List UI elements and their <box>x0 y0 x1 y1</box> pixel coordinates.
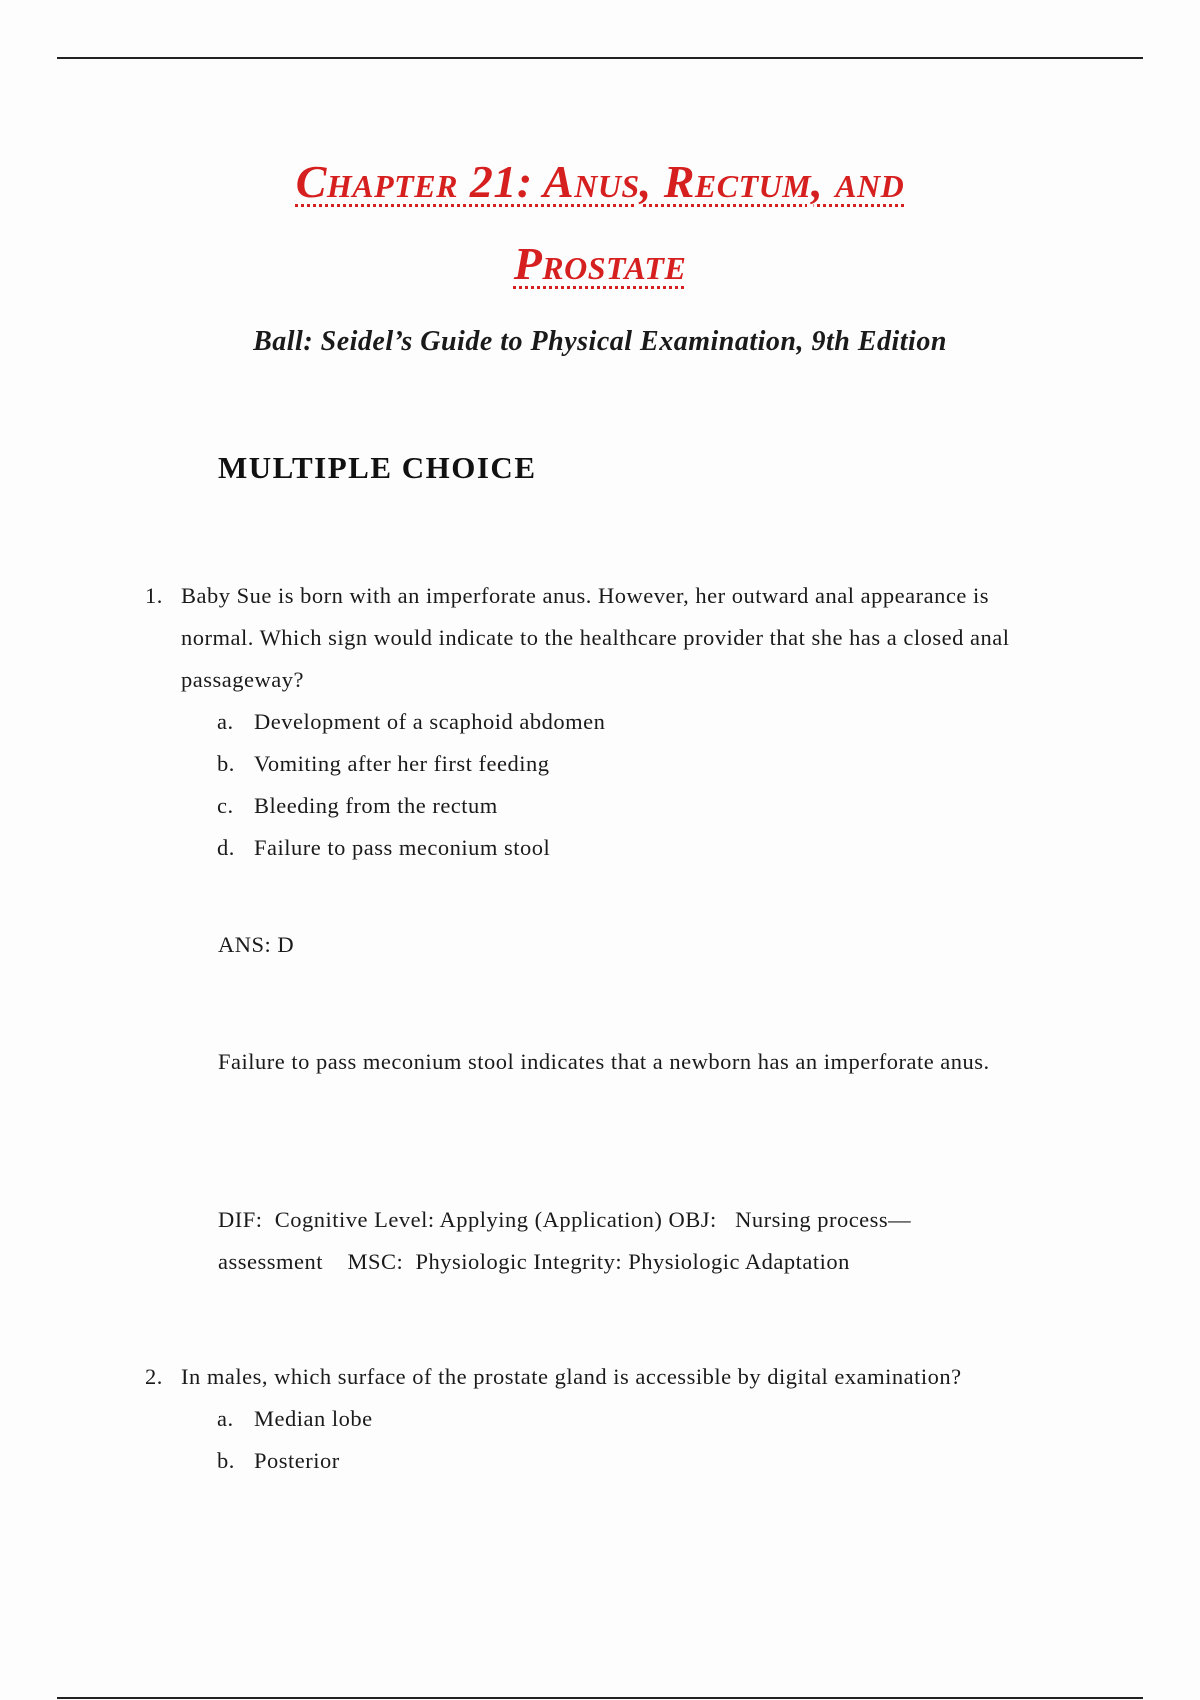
choice-letter: b. <box>217 1448 235 1473</box>
choice-text: Failure to pass meconium stool <box>254 835 551 860</box>
metadata-line-2: assessment MSC: Physiologic Integrity: Physiologic Adaptation <box>218 1249 850 1274</box>
section-heading: MULTIPLE CHOICE <box>218 450 537 485</box>
choice-a <box>145 1398 1045 1440</box>
choice-text: Bleeding from the rectum <box>254 793 498 818</box>
chapter-title-line1: Chapter 21: Anus, Rectum, and <box>295 156 905 207</box>
bottom-rule <box>57 1697 1143 1699</box>
question-2 <box>145 1356 1045 1482</box>
metadata-line-1: DIF: Cognitive Level: Applying (Application) OBJ: Nursing process— <box>218 1207 912 1232</box>
choice-letter: d. <box>217 835 235 860</box>
question-stem: Baby Sue is born with an imperforate anus. However, her outward anal appearance is normal. Which sign would indicate to the healthcare provider that she has a closed anal passageway? <box>181 583 1010 692</box>
choice-d <box>145 827 1045 869</box>
choice-b <box>145 743 1045 785</box>
question-stem: In males, which surface of the prostate gland is accessible by digital examination? <box>181 1364 962 1389</box>
question-1 <box>145 575 1045 869</box>
choice-list <box>145 1398 1045 1482</box>
book-subtitle: Ball: Seidel’s Guide to Physical Examination, 9th Edition <box>253 326 947 357</box>
question-metadata <box>218 1199 1048 1283</box>
choice-a <box>145 701 1045 743</box>
answer-key: ANS: D <box>218 932 295 957</box>
choice-text: Median lobe <box>254 1406 373 1431</box>
rationale: Failure to pass meconium stool indicates that a newborn has an imperforate anus. <box>218 1049 990 1074</box>
question-number: 2. <box>145 1364 163 1389</box>
chapter-title-line2: Prostate <box>513 238 687 289</box>
choice-letter: b. <box>217 751 235 776</box>
choice-b <box>145 1440 1045 1482</box>
question-number: 1. <box>145 583 163 608</box>
choice-text: Posterior <box>254 1448 340 1473</box>
choice-letter: a. <box>217 1406 234 1431</box>
choice-text: Vomiting after her first feeding <box>254 751 550 776</box>
choice-list <box>145 701 1045 869</box>
choice-letter: a. <box>217 709 234 734</box>
choice-text: Development of a scaphoid abdomen <box>254 709 606 734</box>
choice-c <box>145 785 1045 827</box>
chapter-title <box>100 141 1100 305</box>
top-rule <box>57 57 1143 59</box>
choice-letter: c. <box>217 793 234 818</box>
